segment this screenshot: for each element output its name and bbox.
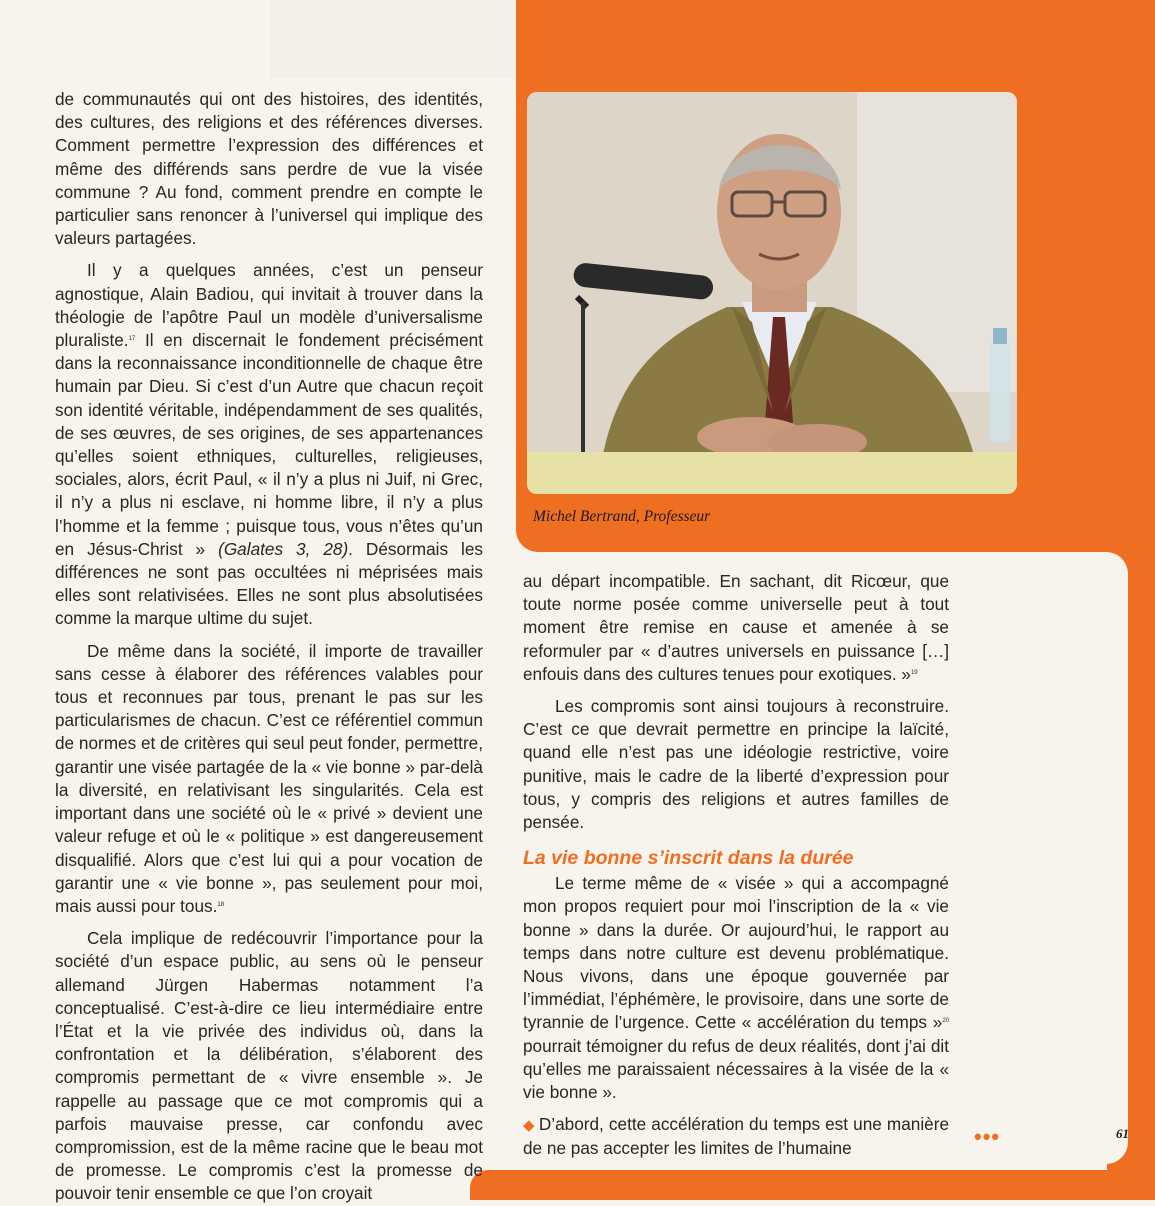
paragraph [523,570,949,686]
paragraph-text: pourrait témoigner du refus de deux réalités, dont j’ai dit qu’elles me paraissaient nécessaires à la visée de la « vie bonne ». [523,1035,949,1103]
paragraph: Cela implique de redécouvrir l’importance pour la société d’un espace public, au sens où le penseur allemand Jürgen Habermas notamment l’a conceptualisé. C’est-à-dire ce lieu intermédiaire entre l’État et la vie privée des individus où, dans la confrontation et la délibération, s’élaborent des compromis permettant de « vivre ensemble ». Je rappelle au passage que ce mot compromis qui a parfois mauvaise presse, car confondu avec compromission, est de la même racine que le beau mot de promesse. Le compromis c’est la promesse de pouvoir tenir ensemble ce que l’on croyait [55,928,483,1204]
footnote-marker: 17 [128,336,136,343]
footnote-marker: 18 [217,901,225,908]
section-heading: La vie bonne s’inscrit dans la durée [523,847,854,870]
speaker-photo [527,92,1017,494]
page-number: 61 [1116,1126,1129,1141]
orange-bottom-strip [470,1170,1155,1200]
paragraph-text: Il en discernait le fondement précisément dans la reconnaissance inconditionnelle de chaque être humain par Dieu. Si c’est d’un Autre que chacun reçoit son identité véritable, indépendamment de ses qualités, de ses œuvres, de ses origines, de ses appartenances qu’elles soient ethniques, culturelles, religieuses, sociales, alors, écrit Paul, « il n’y a plus ni Juif, ni Grec, il n’y a plus ni esclave, ni homme libre, il n’y a plus l’homme et la femme ; puisque tous, vous n’êtes qu’un en Jésus-Christ » [55,330,483,559]
paragraph: Les compromis sont ainsi toujours à reconstruire. C’est ce que devrait permettre en principe la laïcité, quand elle n’est pas une idéologie restrictive, voire punitive, mais le cadre de la liberté d’expression pour tous, y compris des religions et autres familles de pensée. [523,696,949,833]
paragraph-text: Le terme même de « visée » qui a accompagné mon propos requiert pour moi l’inscription de la « vie bonne » dans la durée. Or aujourd’hui, le rapport au temps dans notre culture est devenu problématique. Nous vivons, dans une époque gouvernée par l’immédiat, l’éphémère, le provisoire, dans une sorte de tyrannie de l’urgence. Cette « accélération du temps » [523,873,949,1033]
paragraph [55,640,483,918]
footnote-marker: 19 [910,669,918,676]
speaker-illustration [527,92,1017,494]
paragraph-text: au départ incompatible. En sachant, dit Ricœur, que toute norme posée comme universelle peut à tout moment être remise en cause et amenée à se reformuler par « d’autres universels en puissance […] enfouis dans des cultures tenues pour exotiques. » [523,571,949,684]
footnote-marker: 20 [942,1018,949,1025]
left-text-column [55,88,483,1206]
continuation-dots: ••• [974,1124,1001,1149]
paragraph-text: D’abord, cette accélération du temps est une manière de ne pas accepter les limites de l’humaine [523,1114,949,1159]
paragraph: de communautés qui ont des histoires, des identités, des cultures, des religions et des références diverses. Comment permettre l’expression des différences et même des différends sans perdre de vue la visée commune ? Au fond, comment prendre en compte le particulier sans renoncer à l’universel qui implique des valeurs partagées. [55,89,483,249]
paragraph-text: De même dans la société, il importe de travailler sans cesse à élaborer des références valables pour tous et reconnues par tous, prenant le pas sur les particularismes de chacun. C’est ce référentiel commun de normes et de critères qui seul peut fonder, permettre, garantir une visée partagée de la « vie bonne » par-delà la diversité, en relativisant les singularités. Cela est important dans une société où le « privé » devient une valeur refuge et où le « politique » est dangereusement disqualifié. Alors que c’est lui qui a pour vocation de garantir une « vie bonne », pas seulement pour moi, mais aussi pour tous. [55,640,484,916]
paragraph [55,259,483,630]
right-text-column [523,570,949,1161]
bullet-paragraph [523,1113,949,1160]
paragraph-text: . Désormais les différences ne sont pas occultées ni méprisées mais elles sont relativisées. Elles ne sont plus absolutisées comme la marque ultime du sujet. [55,538,483,629]
paragraph-text: Il y a quelques années, c’est un penseur agnostique, Alain Badiou, qui invitait à trouver dans la théologie de l’apôtre Paul un modèle d’universalisme pluraliste. [55,260,483,351]
paragraph [523,872,949,1104]
photo-caption: Michel Bertrand, Professeur [533,508,711,525]
diamond-bullet-icon: ◆ [523,1117,535,1135]
bible-reference: (Galates 3, 28) [218,538,349,559]
